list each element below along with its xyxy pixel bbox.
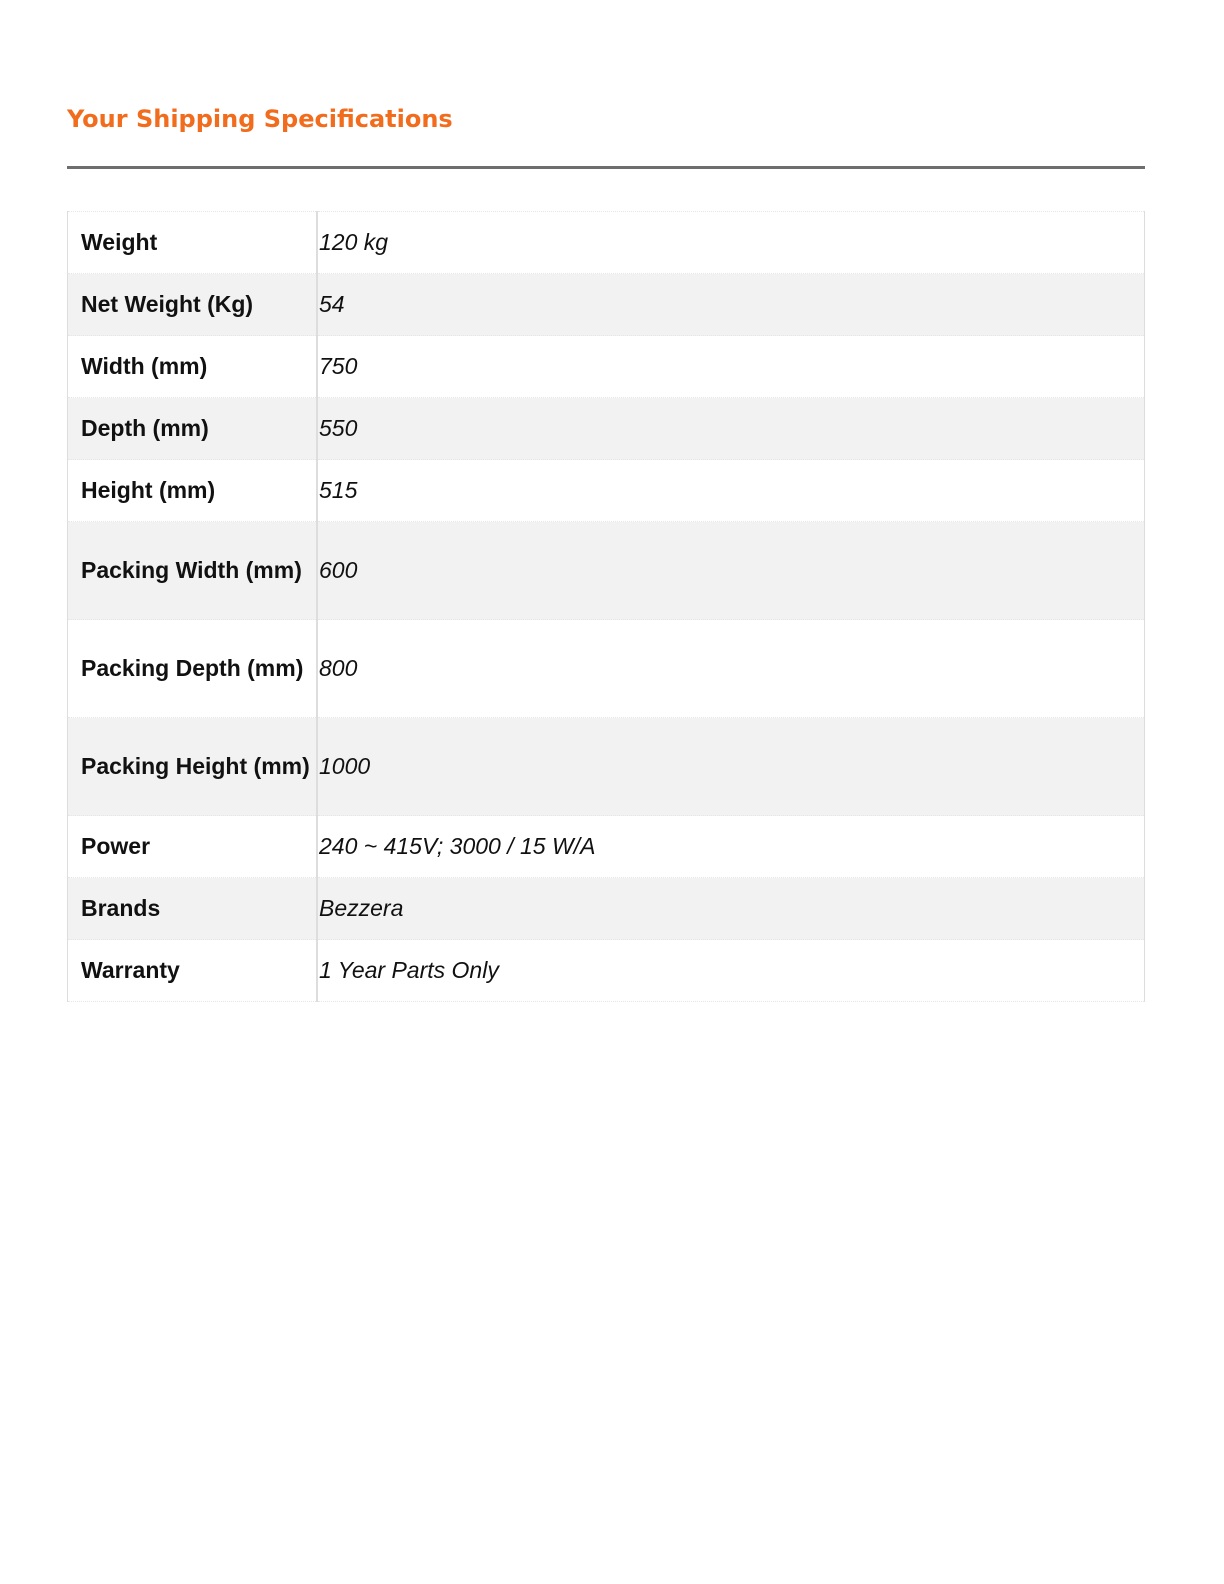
spec-value: 600 xyxy=(317,522,1145,620)
spec-row-packing-height xyxy=(68,718,1145,816)
spec-value: 1000 xyxy=(317,718,1145,816)
spec-label: Width (mm) xyxy=(68,336,318,398)
spec-label: Packing Width (mm) xyxy=(68,522,318,620)
spec-value: 1 Year Parts Only xyxy=(317,940,1145,1002)
spec-value: 800 xyxy=(317,620,1145,718)
page-title: Your Shipping Specifications xyxy=(67,105,453,133)
spec-label: Depth (mm) xyxy=(68,398,318,460)
spec-row-warranty xyxy=(68,940,1145,1002)
spec-row-net-weight xyxy=(68,274,1145,336)
spec-value: Bezzera xyxy=(317,878,1145,940)
spec-label: Height (mm) xyxy=(68,460,318,522)
spec-row-packing-depth xyxy=(68,620,1145,718)
specifications-table xyxy=(67,211,1145,1002)
spec-row-brands xyxy=(68,878,1145,940)
spec-label: Brands xyxy=(68,878,318,940)
spec-label: Packing Height (mm) xyxy=(68,718,318,816)
spec-row-weight xyxy=(68,212,1145,274)
spec-value: 550 xyxy=(317,398,1145,460)
spec-label: Weight xyxy=(68,212,318,274)
spec-value: 120 kg xyxy=(317,212,1145,274)
spec-row-depth xyxy=(68,398,1145,460)
title-divider xyxy=(67,166,1145,169)
spec-row-width xyxy=(68,336,1145,398)
spec-label: Power xyxy=(68,816,318,878)
spec-value: 515 xyxy=(317,460,1145,522)
spec-value: 750 xyxy=(317,336,1145,398)
spec-value: 240 ~ 415V; 3000 / 15 W/A xyxy=(317,816,1145,878)
spec-row-power xyxy=(68,816,1145,878)
spec-row-packing-width xyxy=(68,522,1145,620)
spec-value: 54 xyxy=(317,274,1145,336)
spec-label: Net Weight (Kg) xyxy=(68,274,318,336)
spec-label: Warranty xyxy=(68,940,318,1002)
spec-label: Packing Depth (mm) xyxy=(68,620,318,718)
spec-row-height xyxy=(68,460,1145,522)
